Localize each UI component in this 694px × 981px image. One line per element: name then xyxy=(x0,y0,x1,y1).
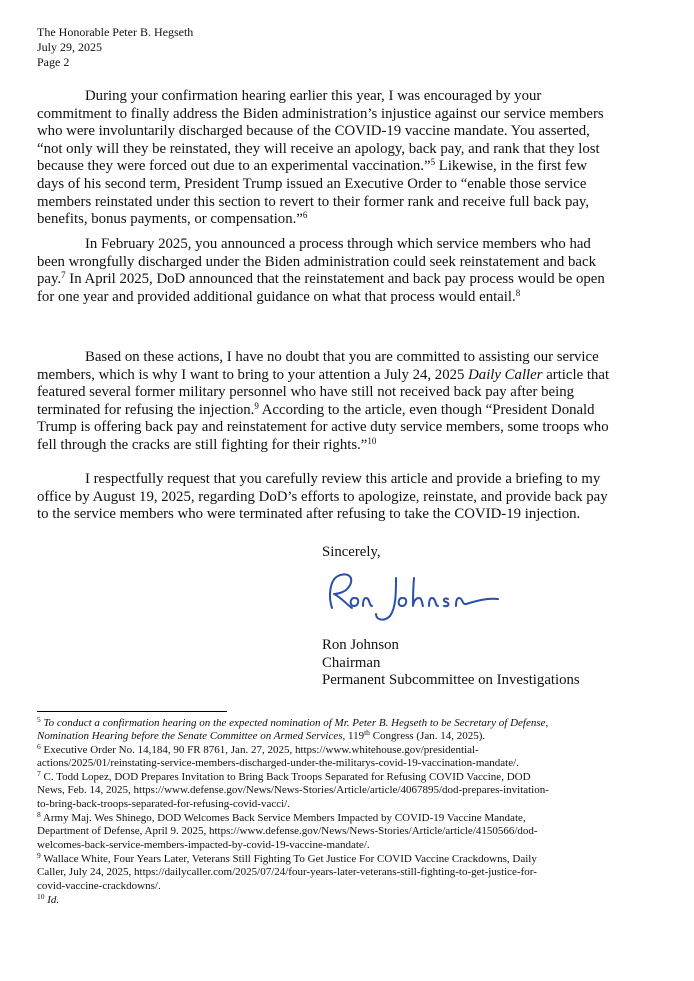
text-span: benefits, bonus payments, or compensation.” xyxy=(37,211,303,228)
text-line: who were involuntarily discharged because of the COVID-19 vaccine mandate. You asserted, xyxy=(37,123,590,140)
paragraph-reinstatement-process xyxy=(37,236,665,306)
paragraph-confirmation-hearing xyxy=(37,88,665,229)
text-line xyxy=(37,744,667,757)
footnote-number: 9 xyxy=(37,851,41,860)
publication-name: Daily Caller xyxy=(468,366,543,383)
text-span: Nomination Hearing before the Senate Committee on Armed Services xyxy=(37,730,343,743)
salutation: Sincerely, xyxy=(322,544,381,560)
footnote-divider xyxy=(37,711,227,712)
footnote-number: 6 xyxy=(37,742,41,751)
text-span: Wallace White, Four Years Later, Veterans Still Fighting To Get Justice For COVID Vaccine Crackdowns, Daily xyxy=(43,853,537,865)
text-line xyxy=(37,289,665,307)
text-span: Executive Order No. 14,184, 90 FR 8761, Jan. 27, 2025, https://www.whitehouse.gov/presidential- xyxy=(43,744,479,756)
text-line: In February 2025, you announced a process through which service members who had xyxy=(85,236,591,252)
text-line: welcomes-back-service-members-impacted-by-covid-19-vaccine-mandate/. xyxy=(37,838,370,851)
text-span: , 119 xyxy=(342,730,365,743)
text-line xyxy=(37,367,665,385)
text-line: been wrongfully discharged under the Biden administration could seek reinstatement and back xyxy=(37,253,596,270)
paragraph-daily-caller-article xyxy=(37,349,665,455)
text-line: commitment to finally address the Biden administration’s injustice against our service members xyxy=(37,105,604,122)
footnote-5 xyxy=(37,717,667,744)
text-span: pay. xyxy=(37,271,62,288)
text-span: Likewise, in the first few xyxy=(435,158,588,175)
text-line xyxy=(37,717,667,730)
footnote-ref-8: 8 xyxy=(515,287,521,298)
text-line xyxy=(37,812,667,825)
footnote-9 xyxy=(37,853,667,893)
text-line: office by August 19, 2025, regarding DoD’s efforts to apologize, reinstate, and provide back pay xyxy=(37,488,608,505)
text-line xyxy=(37,730,667,743)
text-line xyxy=(37,853,667,866)
text-line xyxy=(37,271,665,289)
text-span: terminated for refusing the injection. xyxy=(37,401,255,418)
addressee: The Honorable Peter B. Hegseth xyxy=(37,25,194,39)
text-line: “not only will they be reinstated, they will receive an apology, back pay, and rank that they lost xyxy=(37,140,600,157)
footnote-ref-6: 6 xyxy=(302,210,308,221)
letter-header xyxy=(37,25,193,70)
page-number: Page 2 xyxy=(37,55,70,69)
text-line xyxy=(37,211,665,229)
text-line xyxy=(37,437,665,455)
text-line: to-bring-back-troops-separated-for-refusing-covid-vacci/. xyxy=(37,797,290,810)
text-line: News, Feb. 14, 2025, https://www.defense.gov/News/News-Stories/Article/article/4067895/dod-prepares-invitation- xyxy=(37,784,549,797)
text-line: During your confirmation hearing earlier this year, I was encouraged by your xyxy=(85,88,542,104)
text-line xyxy=(37,402,665,420)
footnote-7 xyxy=(37,771,667,811)
text-span: Army Maj. Wes Shinego, DOD Welcomes Back Service Members Impacted by COVID-19 Vaccine Mandate, xyxy=(42,812,526,824)
footnote-ref-10: 10 xyxy=(367,435,377,446)
footnote-number: 10 xyxy=(37,892,45,901)
text-span: for one year and provided additional guidance on what that process would entail. xyxy=(37,288,516,305)
text-span: article that xyxy=(542,366,610,383)
footnote-number: 5 xyxy=(37,715,41,724)
text-span: Congress (Jan. 14, 2025). xyxy=(369,730,486,743)
text-span: because they were forced out due to an experimental vaccination.” xyxy=(37,158,431,175)
text-span: To conduct a confirmation hearing on the expected nomination of Mr. Peter B. Hegseth to be Secretary of Defense, xyxy=(43,717,549,729)
text-line xyxy=(37,894,667,907)
text-line: Trump is offering back pay and reinstatement for active duty service members, some troops who xyxy=(37,419,609,436)
footnote-ref-7: 7 xyxy=(61,270,66,281)
ordinal-suffix: th xyxy=(364,728,370,738)
text-line: Department of Defense, April 9. 2025, https://www.defense.gov/News/News-Stories/Article/article/4150566/dod- xyxy=(37,825,538,838)
signer-title: Chairman xyxy=(322,654,381,671)
footnote-8 xyxy=(37,812,667,852)
paragraph-request-briefing xyxy=(37,471,665,524)
text-line xyxy=(37,771,667,784)
signer-committee: Permanent Subcommittee on Investigations xyxy=(322,672,580,689)
text-line: to the service members who were terminated after refusing to take the COVID-19 injection. xyxy=(37,506,581,523)
text-line: I respectfully request that you carefully review this article and provide a briefing to my xyxy=(85,471,601,487)
text-span: In April 2025, DoD announced that the reinstatement and back pay process would be open xyxy=(65,271,605,288)
footnote-ref-9: 9 xyxy=(254,400,259,411)
text-span: members, which is why I want to bring to your attention a July 24, 2025 xyxy=(37,366,469,383)
text-line: actions/2025/01/reinstating-service-members-discharged-under-the-militarys-covid-19-vaccination-mandate/. xyxy=(37,757,519,770)
text-span: According to the article, even though “President Donald xyxy=(258,401,595,418)
text-span: C. Todd Lopez, DOD Prepares Invitation to Bring Back Troops Separated for Refusing COVID Vaccine, DOD xyxy=(43,771,531,783)
text-line: days of his second term, President Trump issued an Executive Order to “enable those service xyxy=(37,175,587,192)
text-line xyxy=(37,158,665,176)
signer-name: Ron Johnson xyxy=(322,637,399,653)
text-span: Id. xyxy=(47,894,60,906)
footnote-6 xyxy=(37,744,667,771)
text-line: featured several former military personnel who have still not received back pay after being xyxy=(37,384,574,401)
letter-date: July 29, 2025 xyxy=(37,40,103,54)
footnote-number: 8 xyxy=(37,810,41,819)
text-line: Based on these actions, I have no doubt that you are committed to assisting our service xyxy=(85,349,599,365)
footnote-number: 7 xyxy=(37,769,41,778)
text-line: Caller, July 24, 2025, https://dailycaller.com/2025/07/24/four-years-later-veterans-still-fighting-to-get-justice-for- xyxy=(37,866,537,879)
text-line: covid-vaccine-crackdowns/. xyxy=(37,879,161,892)
signature-block xyxy=(322,637,580,690)
text-span: fell through the cracks are still fighting for their rights.” xyxy=(37,436,368,453)
footnote-ref-5: 5 xyxy=(430,157,436,168)
text-line: members reinstated under this section to revert to their former rank and receive full back pay, xyxy=(37,193,590,210)
handwritten-signature xyxy=(318,568,503,626)
footnote-10 xyxy=(37,894,667,907)
